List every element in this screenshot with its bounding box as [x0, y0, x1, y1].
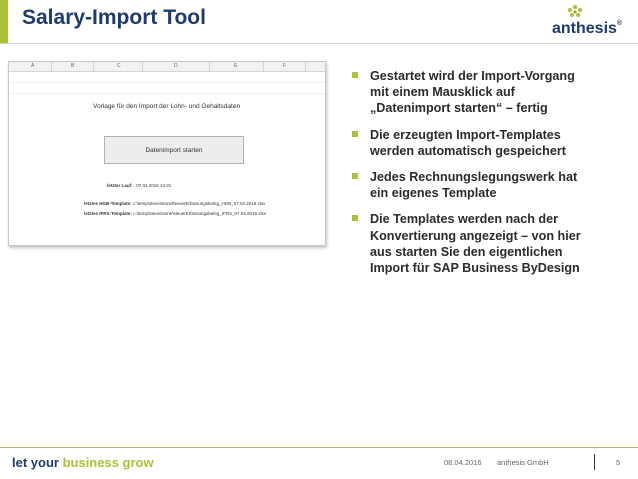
- column-header-f: F: [283, 63, 287, 69]
- slogan-part-2: business grow: [62, 455, 154, 470]
- logo-wordmark: [552, 20, 622, 38]
- bullet-text: Die erzeugten Import-Templates werden automatisch gespeichert: [370, 127, 566, 158]
- bullet-list: [352, 68, 592, 286]
- template-title: Vorlage für den Import der Lohn- und Gehaltsdaten: [93, 103, 241, 110]
- column-header-row: [9, 62, 325, 72]
- ifrs-template-row: [84, 211, 266, 216]
- last-run-label: letzter Lauf:: [107, 183, 133, 188]
- column-header-c: C: [117, 63, 121, 69]
- footer-slogan: [12, 455, 154, 470]
- column-header-e: E: [234, 63, 238, 69]
- bullet-item: [352, 127, 592, 159]
- last-run-row: [107, 183, 171, 188]
- bullet-square-icon: [352, 72, 358, 78]
- header-accent-bar: [0, 0, 8, 43]
- bullet-item: [352, 211, 592, 276]
- column-header-a: A: [31, 63, 35, 69]
- bullet-text: Jedes Rechnungslegungswerk hat ein eigenes Template: [370, 170, 578, 201]
- anthesis-logo-icon: [566, 4, 584, 20]
- ifrs-template-path: c:\temp\steve\stone\NeuerErfassungsbeleg_IFRS_07.04.2016.xlsx: [133, 211, 267, 216]
- page-number: 5: [616, 458, 621, 467]
- spreadsheet-screenshot: [8, 61, 326, 246]
- column-header-b: B: [71, 63, 75, 69]
- bullet-item: [352, 169, 592, 201]
- datenimport-starten-button[interactable]: Datenimport starten: [104, 136, 244, 164]
- bullet-text: Gestartet wird der Import-Vorgang mit einem Mausklick auf „Datenimport starten“ – fertig: [370, 69, 575, 116]
- footer-date: 08.04.2016: [444, 458, 482, 467]
- hgb-template-path: c:\temp\steve\stone\NeuerErfassungsbeleg_HGB_07.04.2016.xlsx: [132, 201, 266, 206]
- page-title: Salary-Import Tool: [22, 6, 206, 29]
- hgb-template-row: [84, 201, 265, 206]
- footer-vertical-divider: [594, 454, 595, 470]
- bullet-square-icon: [352, 131, 358, 137]
- column-header-d: D: [174, 63, 178, 69]
- last-run-value: 07.04.2016 14:31: [136, 183, 172, 188]
- logo-text: anthesis: [552, 20, 617, 37]
- slogan-part-1: let your: [12, 455, 63, 470]
- bullet-item: [352, 68, 592, 117]
- bullet-square-icon: [352, 173, 358, 179]
- footer-company: anthesis GmbH: [497, 458, 549, 467]
- ifrs-template-label: letztes IFRS-Template:: [84, 211, 132, 216]
- hgb-template-label: letztes HGB-Template:: [84, 201, 132, 206]
- logo-registered-mark: ®: [616, 20, 623, 27]
- bullet-square-icon: [352, 215, 358, 221]
- bullet-text: Die Templates werden nach der Konvertierung angezeigt – von hier aus starten Sie den eigentlichen Import für SAP Business ByDesign: [370, 212, 581, 276]
- header-divider: [0, 43, 638, 44]
- footer-divider: [0, 447, 638, 448]
